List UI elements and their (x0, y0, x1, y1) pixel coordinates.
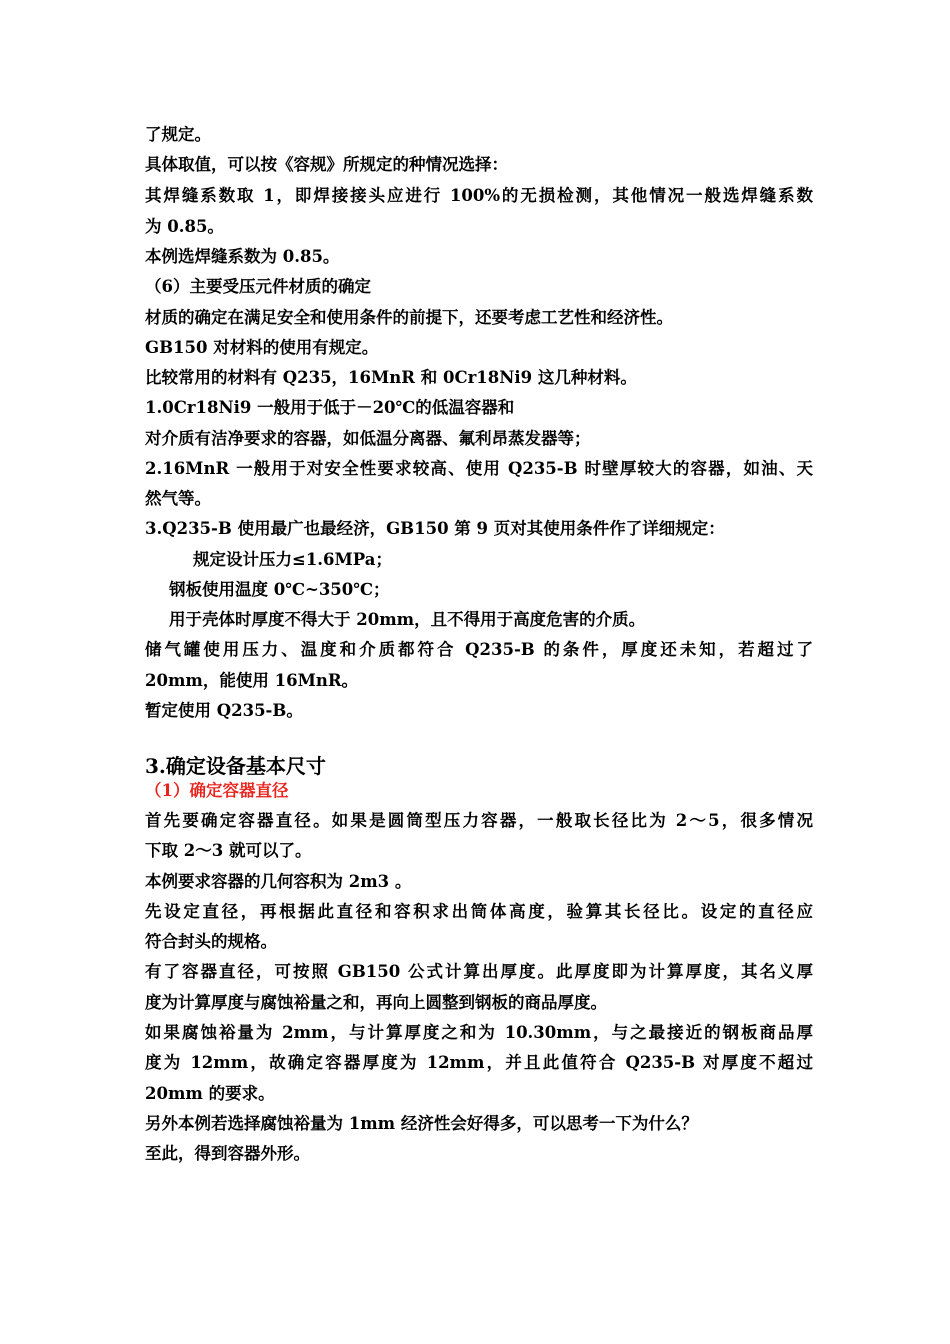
section-heading: （6）主要受压元件材质的确定 (145, 277, 371, 296)
text-line: 暂定使用 Q235-B。 (145, 701, 303, 720)
text-line: 然气等。 (145, 489, 211, 508)
text-line: 另外本例若选择腐蚀裕量为 1mm 经济性会好得多，可以思考一下为什么？ (145, 1114, 698, 1133)
text-line: 钢板使用温度 0℃~350℃； (169, 580, 390, 599)
text-line: 对介质有洁净要求的容器，如低温分离器、氟利昂蒸发器等； (145, 429, 591, 448)
text-line: 至此，得到容器外形。 (145, 1144, 310, 1163)
text-line: 本例要求容器的几何容积为 2m3 。 (145, 872, 412, 891)
text-line: 本例选焊缝系数为 0.85。 (145, 247, 340, 266)
text-line: 首先要确定容器直径。如果是圆筒型压力容器，一般取长径比为 2～5，很多情况 (145, 811, 813, 830)
text-line: 2.16MnR 一般用于对安全性要求较高、使用 Q235-B 时壁厚较大的容器，如油、天 (145, 459, 813, 478)
text-line: 用于壳体时厚度不得大于 20mm，且不得用于高度危害的介质。 (169, 610, 646, 629)
text-line: 符合封头的规格。 (145, 932, 277, 951)
text-line: 其焊缝系数取 1，即焊接接头应进行 100%的无损检测，其他情况一般选焊缝系数 (145, 186, 813, 205)
text-line: GB150 对材料的使用有规定。 (145, 338, 379, 357)
text-line: 20mm，能使用 16MnR。 (145, 671, 359, 690)
text-line: 规定设计压力≤1.6MPa； (193, 550, 392, 569)
text-line: 为 0.85。 (145, 217, 224, 236)
text-line: 3.Q235-B 使用最广也最经济，GB150 第 9 页对其使用条件作了详细规定： (145, 519, 725, 538)
text-line: 材质的确定在满足安全和使用条件的前提下，还要考虑工艺性和经济性。 (145, 308, 673, 327)
text-line: 具体取值，可以按《容规》所规定的种情况选择： (145, 155, 508, 174)
text-line: 度为 12mm，故确定容器厚度为 12mm，并且此值符合 Q235-B 对厚度不超过 (145, 1053, 813, 1072)
text-line: 了规定。 (145, 125, 211, 144)
text-line: 度为计算厚度与腐蚀裕量之和，再向上圆整到钢板的商品厚度。 (145, 993, 607, 1012)
text-line: 1.0Cr18Ni9 一般用于低于－20℃的低温容器和 (145, 398, 515, 417)
text-line: 比较常用的材料有 Q235，16MnR 和 0Cr18Ni9 这几种材料。 (145, 368, 637, 387)
text-line: 20mm 的要求。 (145, 1084, 275, 1103)
text-line: 储气罐使用压力、温度和介质都符合 Q235-B 的条件，厚度还未知，若超过了 (145, 640, 813, 659)
text-line: 如果腐蚀裕量为 2mm，与计算厚度之和为 10.30mm，与之最接近的钢板商品厚 (145, 1023, 813, 1042)
text-line: 下取 2～3 就可以了。 (145, 841, 312, 860)
section-title: 3.确定设备基本尺寸 (145, 754, 326, 778)
text-line: 先设定直径，再根据此直径和容积求出筒体高度，验算其长径比。设定的直径应 (145, 902, 813, 921)
subsection-heading: （1）确定容器直径 (145, 781, 289, 800)
text-line: 有了容器直径，可按照 GB150 公式计算出厚度。此厚度即为计算厚度，其名义厚 (145, 962, 813, 981)
